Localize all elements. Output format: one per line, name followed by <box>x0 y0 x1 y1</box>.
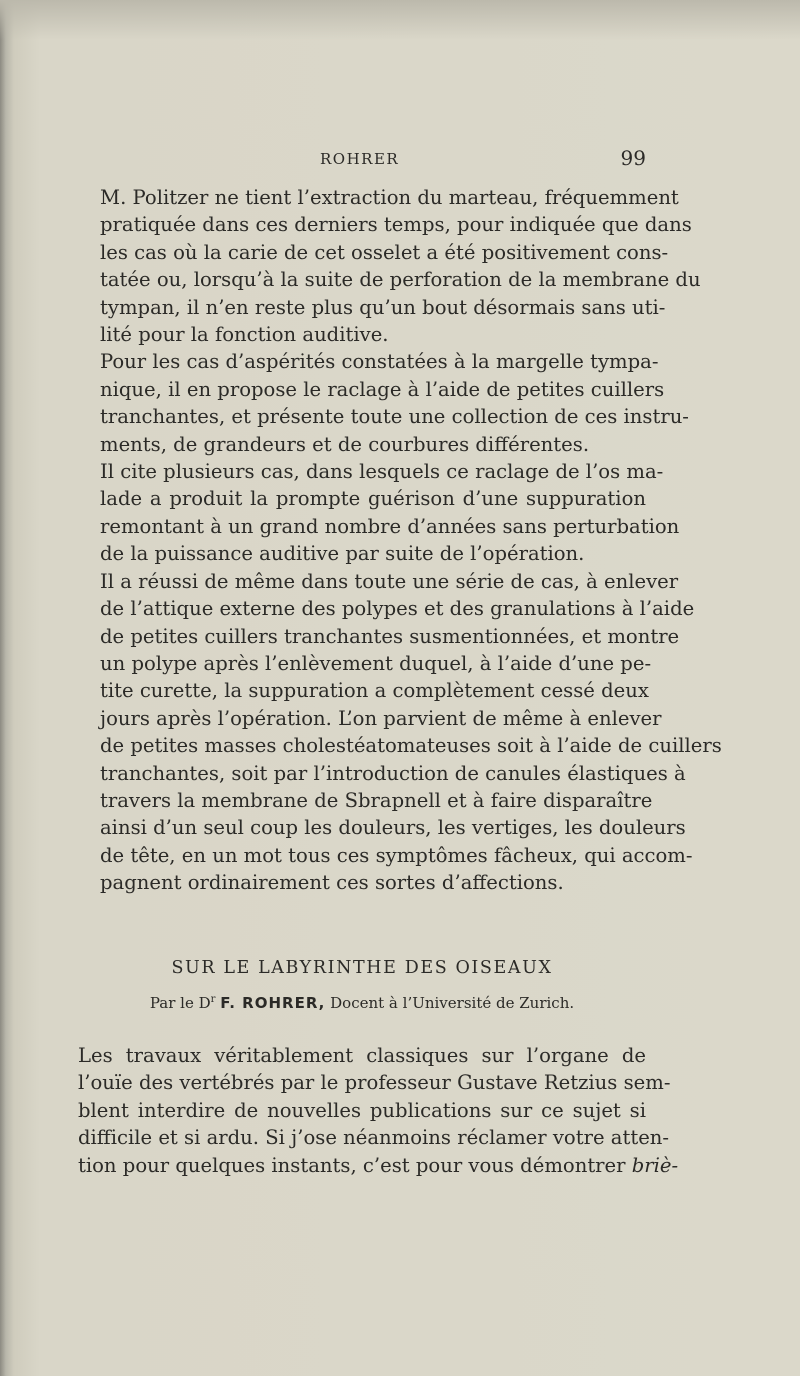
text-line: ments, de grandeurs et de courbures différentes. <box>100 432 590 456</box>
text-line-start: tion pour quelques instants, c’est pour vous démontrer <box>78 1153 626 1177</box>
author-name: F. ROHRER, <box>220 994 326 1012</box>
page-header <box>78 146 646 176</box>
text-line: M. Politzer ne tient l’extraction du marteau, fréquemment <box>100 186 679 209</box>
text-line: Il a réussi de même dans toute une série de cas, à enlever <box>100 569 679 593</box>
text-line: les cas où la carie de cet osselet a été positivement cons- <box>100 240 669 264</box>
text-line: pratiquée dans ces derniers temps, pour indiquée que dans <box>100 213 692 237</box>
article-heading <box>78 958 646 1012</box>
text-line: jours après l’opération. L’on parvient de même à enlever <box>100 706 662 730</box>
byline-prefix: Par le D <box>149 994 211 1012</box>
text-line: l’ouïe des vertébrés par le professeur Gustave Retzius sem- <box>78 1071 671 1095</box>
text-line: ainsi d’un seul coup les douleurs, les vertiges, les douleurs <box>100 816 686 840</box>
text-line: lade a produit la prompte guérison d’une suppuration <box>100 487 646 511</box>
text-line: tite curette, la suppuration a complètement cessé deux <box>100 679 649 703</box>
text-line: travers la membrane de Sbrapnell et à faire disparaître <box>100 788 653 812</box>
text-line: nique, il en propose le raclage à l’aide de petites cuillers <box>100 377 665 401</box>
page-edge-shadow <box>0 0 800 40</box>
text-line: tatée ou, lorsqu’à la suite de perforation de la membrane du <box>100 268 701 292</box>
text-line: remontant à un grand nombre d’années sans perturbation <box>100 514 680 538</box>
page-number: 99 <box>620 146 646 170</box>
paragraph-4 <box>78 568 722 897</box>
byline <box>78 994 646 1012</box>
text-line: tympan, il n’en reste plus qu’un bout désormais sans uti- <box>100 295 666 319</box>
byline-sup: r <box>210 994 216 1005</box>
text-line: de petites cuillers tranchantes susmentionnées, et montre <box>100 624 680 648</box>
byline-affiliation: Docent à l’Université de Zurich. <box>330 994 575 1012</box>
text-line: Les travaux véritablement classiques sur l’organe de <box>78 1044 646 1067</box>
text-line: Il cite plusieurs cas, dans lesquels ce raclage de l’os ma- <box>100 460 664 484</box>
text-line: blent interdire de nouvelles publications sur ce sujet si <box>78 1098 646 1122</box>
text-line-last <box>78 1152 679 1179</box>
article-body <box>78 1042 679 1179</box>
text-line: de petites masses cholestéatomateuses soit à l’aide de cuillers <box>100 734 722 758</box>
paragraph-3 <box>78 458 680 568</box>
paragraph-2 <box>78 348 689 458</box>
text-line: tranchantes, et présente toute une collection de ces instru- <box>100 405 689 429</box>
text-line: difficile et si ardu. Si j’ose néanmoins réclamer votre atten- <box>78 1126 670 1150</box>
text-line: Pour les cas d’aspérités constatées à la margelle tympa- <box>100 350 659 374</box>
paragraph-1 <box>78 184 701 348</box>
text-line: de la puissance auditive par suite de l’opération. <box>100 542 585 566</box>
italic-word: briè- <box>631 1153 679 1177</box>
text-line: lité pour la fonction auditive. <box>100 323 389 347</box>
text-line: un polype après l’enlèvement duquel, à l’aide d’une pe- <box>100 651 652 675</box>
text-line: de l’attique externe des polypes et des granulations à l’aide <box>100 597 695 621</box>
text-line: de tête, en un mot tous ces symptômes fâcheux, qui accom- <box>100 843 693 867</box>
running-head: ROHRER <box>320 150 400 168</box>
body-text <box>78 184 722 897</box>
text-line: tranchantes, soit par l’introduction de canules élastiques à <box>100 761 686 785</box>
text-line: pagnent ordinairement ces sortes d’affections. <box>100 871 564 895</box>
article-title: SUR LE LABYRINTHE DES OISEAUX <box>171 958 553 978</box>
